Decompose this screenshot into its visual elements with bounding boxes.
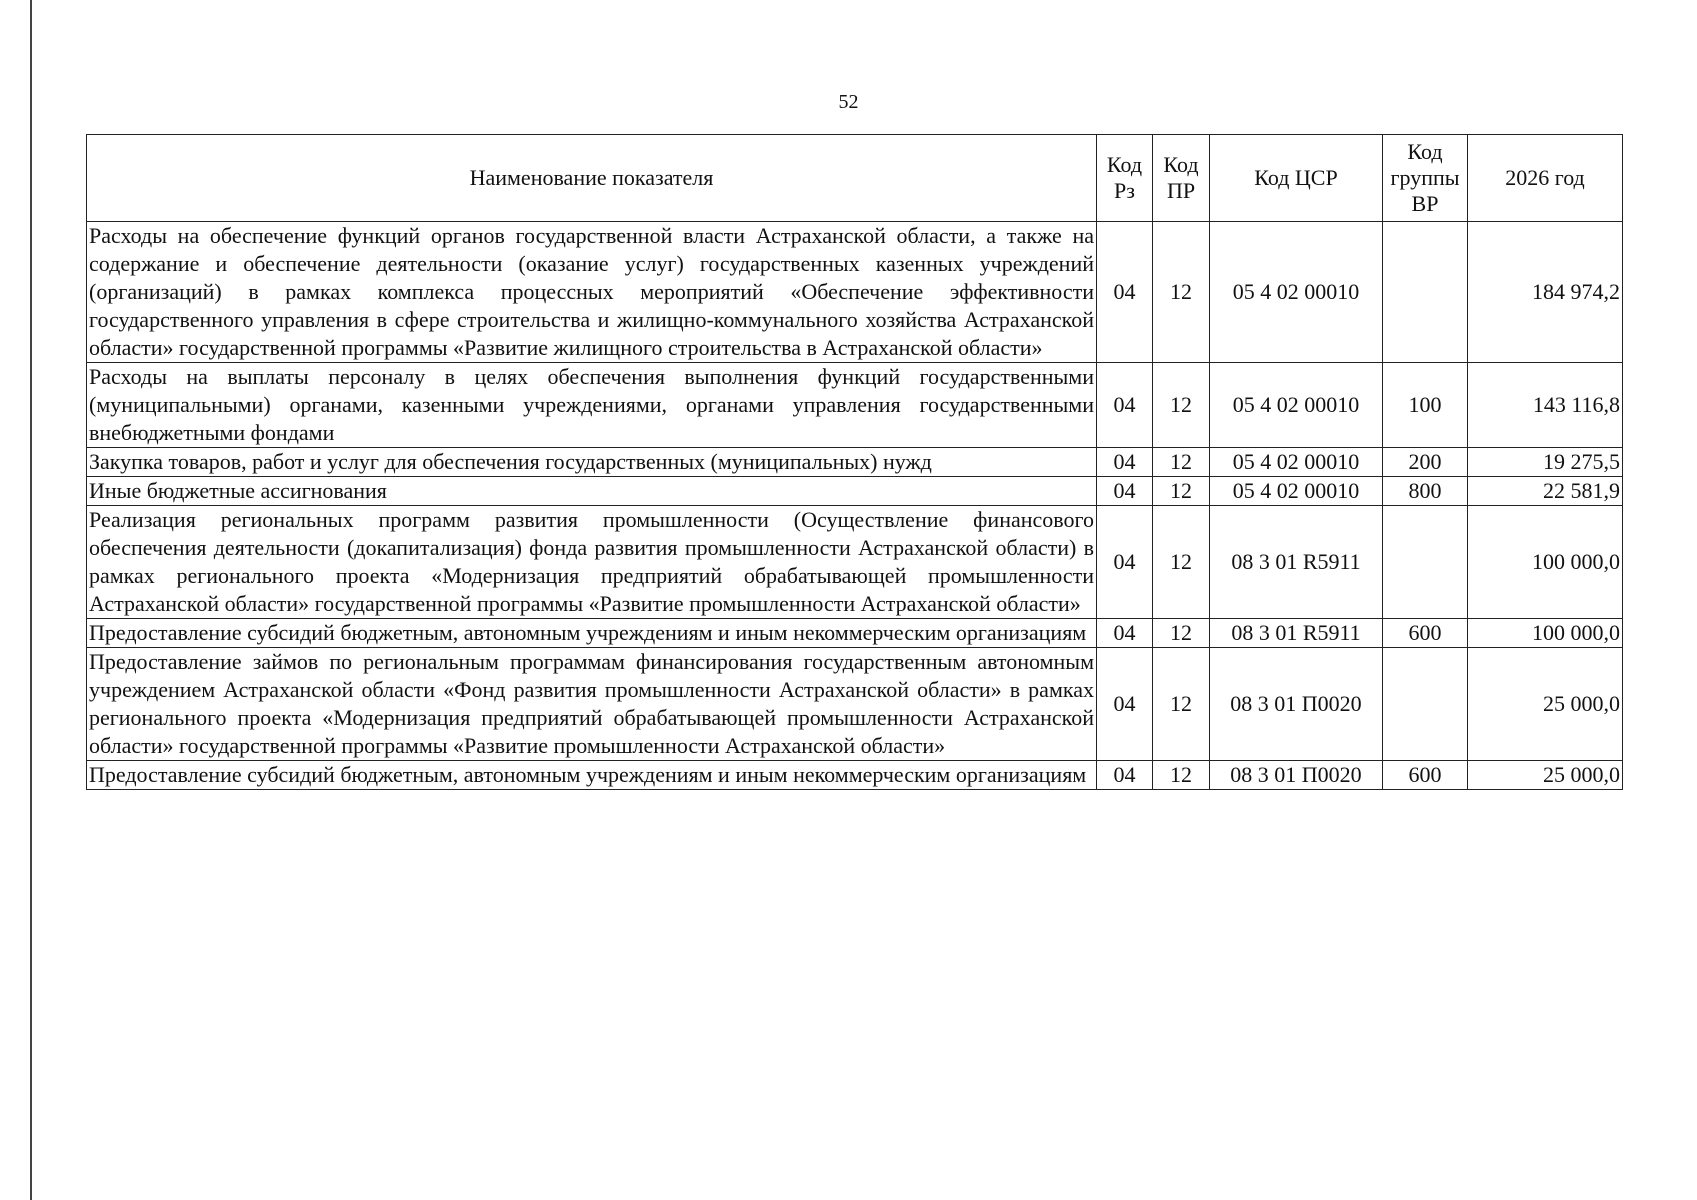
table-header-row <box>87 135 1623 222</box>
header-year: 2026 год <box>1468 135 1623 222</box>
cell-pr: 12 <box>1153 448 1210 477</box>
cell-name: Расходы на обеспечение функций органов государственной власти Астраханской области, а также на содержание и обеспечение деятельности (оказание услуг) государственных казенных учреждений (организаций) в рамках комплекса процессных мероприятий «Обеспечение эффективности государственного управления в сфере строительства и жилищно-коммунального хозяйства Астраханской области» государственной программы «Развитие жилищного строительства в Астраханской области» <box>87 222 1097 363</box>
table-row <box>87 477 1623 506</box>
cell-name: Иные бюджетные ассигнования <box>87 477 1097 506</box>
cell-name: Реализация региональных программ развития промышленности (Осуществление финансового обеспечения деятельности (докапитализация) фонда развития промышленности Астраханской области) в рамках регионального проекта «Модернизация предприятий обрабатывающей промышленности Астраханской области» государственной программы «Развитие промышленности Астраханской области» <box>87 506 1097 619</box>
cell-csr: 08 3 01 R5911 <box>1210 619 1383 648</box>
cell-pr: 12 <box>1153 761 1210 790</box>
table-row <box>87 648 1623 761</box>
cell-name: Закупка товаров, работ и услуг для обеспечения государственных (муниципальных) нужд <box>87 448 1097 477</box>
cell-vr: 600 <box>1383 761 1468 790</box>
cell-csr: 05 4 02 00010 <box>1210 222 1383 363</box>
cell-name: Предоставление займов по региональным программам финансирования государственным автономным учреждением Астраханской области «Фонд развития промышленности Астраханской области» в рамках регионального проекта «Модернизация предприятий обрабатывающей промышленности Астраханской области» государственной программы «Развитие промышленности Астраханской области» <box>87 648 1097 761</box>
cell-rz: 04 <box>1097 506 1153 619</box>
cell-vr: 100 <box>1383 363 1468 448</box>
cell-amount: 25 000,0 <box>1468 761 1623 790</box>
cell-vr <box>1383 506 1468 619</box>
cell-name: Расходы на выплаты персоналу в целях обеспечения выполнения функций государственными (муниципальными) органами, казенными учреждениями, органами управления государственными внебюджетными фондами <box>87 363 1097 448</box>
cell-amount: 143 116,8 <box>1468 363 1623 448</box>
header-name: Наименование показателя <box>87 135 1097 222</box>
table-row <box>87 761 1623 790</box>
cell-vr: 600 <box>1383 619 1468 648</box>
table-row <box>87 222 1623 363</box>
cell-vr <box>1383 648 1468 761</box>
cell-csr: 08 3 01 П0020 <box>1210 761 1383 790</box>
cell-pr: 12 <box>1153 619 1210 648</box>
cell-vr: 200 <box>1383 448 1468 477</box>
cell-name: Предоставление субсидий бюджетным, автономным учреждениям и иным некоммерческим организациям <box>87 619 1097 648</box>
cell-pr: 12 <box>1153 506 1210 619</box>
cell-amount: 184 974,2 <box>1468 222 1623 363</box>
page-number: 52 <box>838 91 859 113</box>
cell-amount: 100 000,0 <box>1468 619 1623 648</box>
cell-amount: 100 000,0 <box>1468 506 1623 619</box>
cell-rz: 04 <box>1097 222 1153 363</box>
cell-amount: 22 581,9 <box>1468 477 1623 506</box>
header-vr: Код группы ВР <box>1383 135 1468 222</box>
cell-csr: 05 4 02 00010 <box>1210 363 1383 448</box>
table-row <box>87 448 1623 477</box>
binding-margin-line <box>30 0 32 1200</box>
table-row <box>87 619 1623 648</box>
cell-vr <box>1383 222 1468 363</box>
cell-pr: 12 <box>1153 363 1210 448</box>
cell-csr: 08 3 01 R5911 <box>1210 506 1383 619</box>
cell-csr: 08 3 01 П0020 <box>1210 648 1383 761</box>
cell-pr: 12 <box>1153 648 1210 761</box>
table-row <box>87 363 1623 448</box>
cell-rz: 04 <box>1097 477 1153 506</box>
cell-rz: 04 <box>1097 448 1153 477</box>
cell-rz: 04 <box>1097 619 1153 648</box>
budget-table <box>86 134 1623 790</box>
cell-name: Предоставление субсидий бюджетным, автономным учреждениям и иным некоммерческим организациям <box>87 761 1097 790</box>
cell-csr: 05 4 02 00010 <box>1210 477 1383 506</box>
header-csr: Код ЦСР <box>1210 135 1383 222</box>
cell-pr: 12 <box>1153 477 1210 506</box>
cell-rz: 04 <box>1097 363 1153 448</box>
header-pr: Код ПР <box>1153 135 1210 222</box>
cell-vr: 800 <box>1383 477 1468 506</box>
cell-rz: 04 <box>1097 761 1153 790</box>
cell-csr: 05 4 02 00010 <box>1210 448 1383 477</box>
cell-rz: 04 <box>1097 648 1153 761</box>
header-rz: Код Рз <box>1097 135 1153 222</box>
cell-pr: 12 <box>1153 222 1210 363</box>
cell-amount: 25 000,0 <box>1468 648 1623 761</box>
cell-amount: 19 275,5 <box>1468 448 1623 477</box>
table-row <box>87 506 1623 619</box>
